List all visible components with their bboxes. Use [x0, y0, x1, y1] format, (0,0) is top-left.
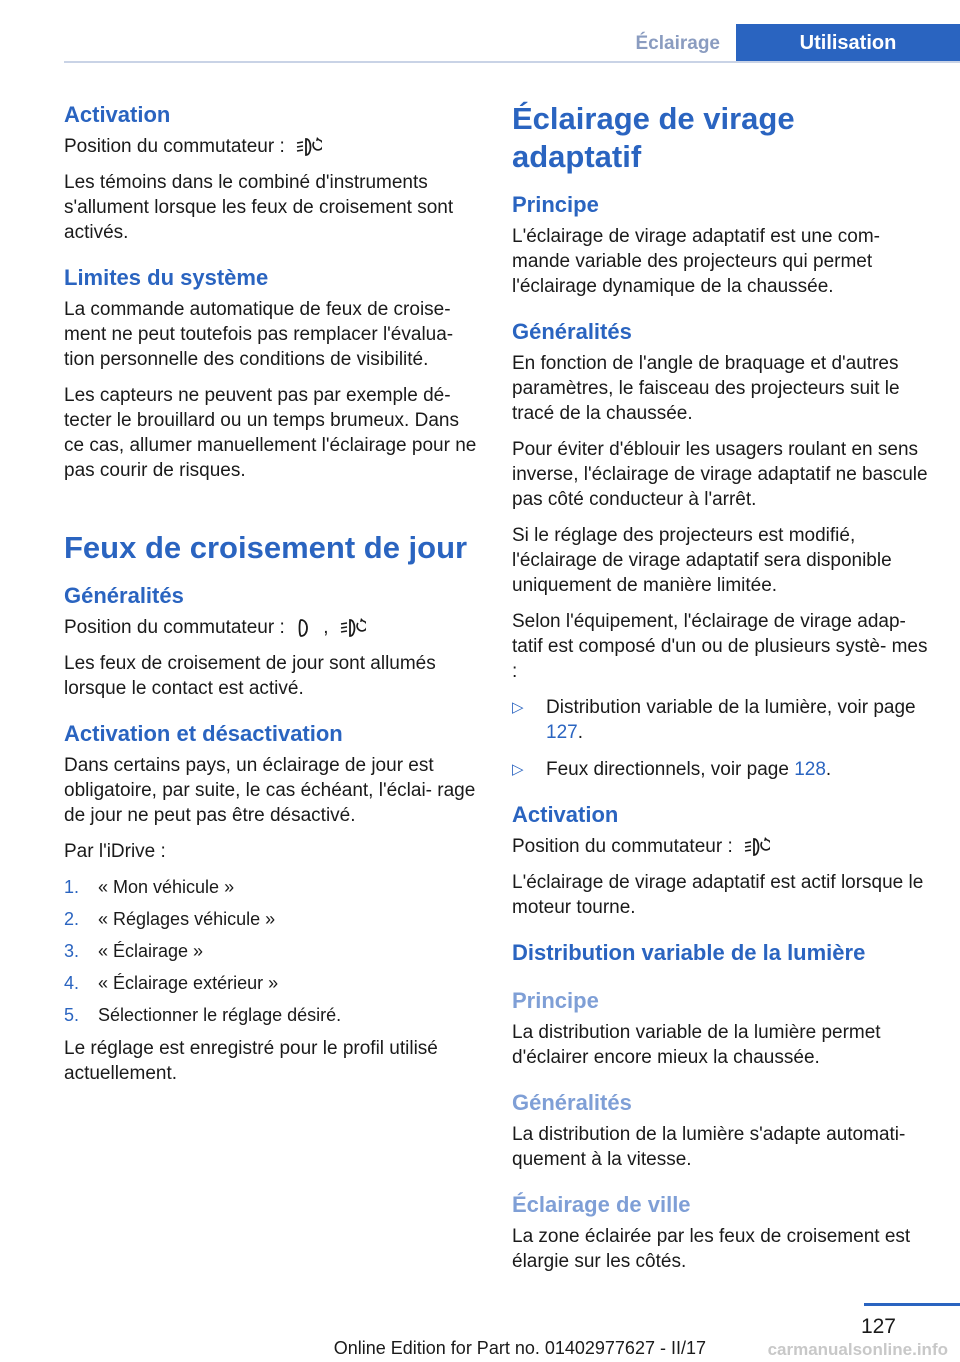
- general-heading: Généralités: [512, 319, 632, 344]
- auto-headlight-icon: [340, 617, 366, 639]
- activation-heading: Activation: [64, 102, 171, 127]
- bullet-triangle-icon: ▷: [512, 699, 524, 716]
- setting-saved-text: Le réglage est enregistré pour le profil utilisé actuellement.: [64, 1038, 438, 1084]
- left-column: [64, 100, 480, 1097]
- variable-distribution-heading: Distribution variable de la lumière: [512, 940, 866, 965]
- edition-line: Online Edition for Part no. 01402977627 - II/17: [333, 1338, 706, 1358]
- activation-deactivation-heading: Activation et désactivation: [64, 721, 343, 746]
- principle-text: L'éclairage de virage adaptatif est une com‐ mande variable des projecteurs qui permet l'éclairage dynamique de la chaussée.: [512, 226, 881, 297]
- list-item: ▷ Distribution variable de la lumière, voir page 127.: [512, 697, 916, 743]
- adaptive-cornering-heading: Éclairage de virage adaptatif: [512, 101, 795, 174]
- general-paragraph-3: Si le réglage des projecteurs est modifié, l'éclairage de virage adaptatif sera disponible uniquement de manière limitée.: [512, 525, 892, 596]
- distribution-principle-text: La distribution variable de la lumière permet d'éclairer encore mieux la chaussée.: [512, 1022, 881, 1068]
- right-column: [512, 100, 932, 1285]
- page-number: 127: [860, 1315, 896, 1338]
- system-limits-paragraph-2: Les capteurs ne peuvent pas par exemple dé‐ tecter le brouillard ou un temps brumeux. Dans ce cas, allumer manuellement l'éclairage pour ne pas courir de risques.: [64, 385, 477, 481]
- header-section-title: Éclairage: [635, 33, 720, 54]
- list-item: 4. « Éclairage extérieur »: [64, 973, 279, 993]
- list-item: 5. Sélectionner le réglage désiré.: [64, 1005, 342, 1025]
- bullet-triangle-icon: ▷: [512, 761, 524, 778]
- activation-deactivation-text: Dans certains pays, un éclairage de jour est obligatoire, par suite, le cas échéant, l'éclai‐ rage de jour ne peut pas être désactivé.: [64, 755, 476, 826]
- systems-list: [512, 695, 932, 782]
- system-limits-heading: Limites du système: [64, 265, 269, 290]
- watermark: carmanualsonline.info: [767, 1340, 948, 1359]
- list-item: ▷ Feux directionnels, voir page 128.: [512, 759, 832, 780]
- header-chapter-tab: Utilisation: [736, 24, 960, 62]
- auto-headlight-icon: [744, 836, 770, 858]
- cornering-activation-heading: Activation: [512, 802, 619, 827]
- list-item: 3. « Éclairage »: [64, 941, 204, 961]
- distribution-general-heading: Généralités: [512, 1090, 632, 1115]
- city-lighting-heading: Éclairage de ville: [512, 1192, 691, 1217]
- cornering-activation-text: L'éclairage de virage adaptatif est actif lorsque le moteur tourne.: [512, 872, 924, 918]
- system-limits-paragraph-1: La commande automatique de feux de croise‐ ment ne peut toutefois pas remplacer l'évalua‐ tion personnelle des conditions de visibilité.: [64, 299, 454, 370]
- page-link-128[interactable]: 128: [794, 759, 826, 780]
- page-link-127[interactable]: 127: [546, 722, 578, 743]
- idrive-intro: Par l'iDrive :: [64, 841, 166, 862]
- distribution-general-text: La distribution de la lumière s'adapte automati‐ quement à la vitesse.: [512, 1124, 906, 1170]
- daytime-lights-heading: Feux de croisement de jour: [64, 530, 468, 565]
- general-paragraph-2: Pour éviter d'éblouir les usagers roulant en sens inverse, l'éclairage de virage adaptatif ne bascule pas côté conducteur à l'arrêt.: [512, 439, 928, 510]
- auto-headlight-icon: [296, 136, 322, 158]
- city-lighting-text: La zone éclairée par les feux de croisement est élargie sur les côtés.: [512, 1226, 911, 1272]
- list-item: 2. « Réglages véhicule »: [64, 909, 276, 929]
- header-rule: [64, 61, 960, 63]
- activation-switch-position: Position du commutateur :: [64, 134, 480, 159]
- parking-light-icon: [296, 617, 312, 639]
- distribution-principle-heading: Principe: [512, 988, 599, 1013]
- footer-rule: [864, 1303, 960, 1306]
- idrive-steps-list: [64, 875, 480, 1028]
- list-item: 1. « Mon véhicule »: [64, 877, 235, 897]
- cornering-switch-position: Position du commutateur :: [512, 834, 932, 859]
- daytime-general-heading: Généralités: [64, 583, 184, 608]
- daytime-switch-position: Position du commutateur : ,: [64, 615, 480, 640]
- daytime-general-text: Les feux de croisement de jour sont allumés lorsque le contact est activé.: [64, 653, 436, 699]
- activation-text: Les témoins dans le combiné d'instruments s'allument lorsque les feux de croisement sont activés.: [64, 172, 454, 243]
- principle-heading: Principe: [512, 192, 599, 217]
- general-paragraph-4: Selon l'équipement, l'éclairage de virage adap‐ tatif est composé d'un ou de plusieurs systè‐ mes :: [512, 611, 928, 682]
- general-paragraph-1: En fonction de l'angle de braquage et d'autres paramètres, le faisceau des projecteurs suit le tracé de la chaussée.: [512, 353, 900, 424]
